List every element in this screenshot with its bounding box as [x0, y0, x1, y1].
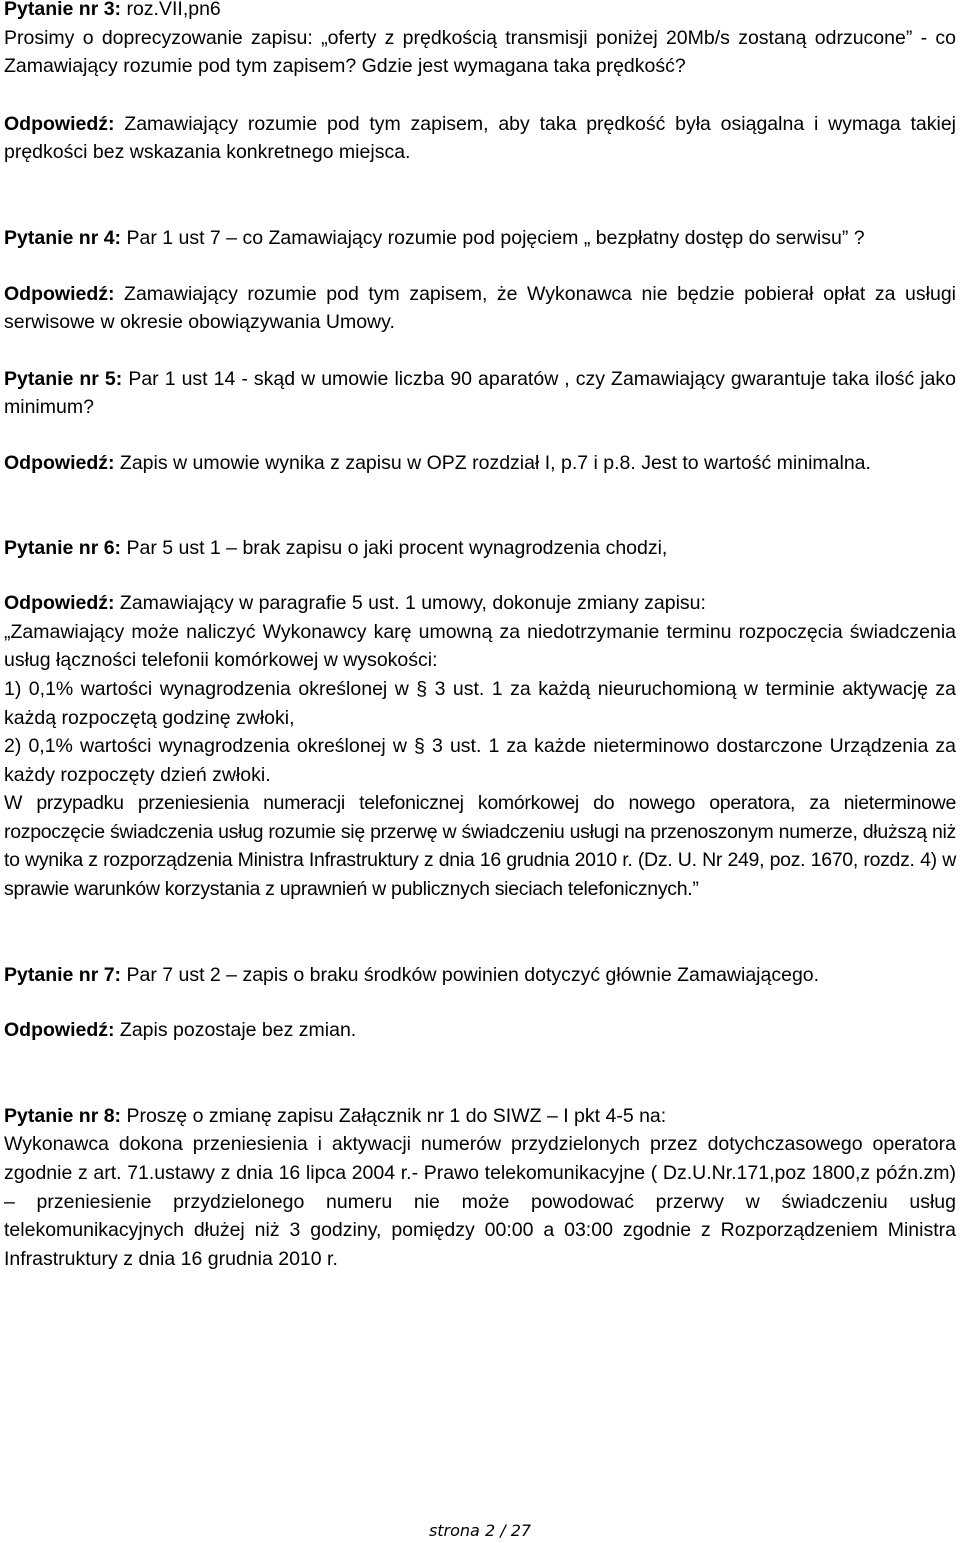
q4-answer-text: Zamawiający rozumie pod tym zapisem, że Wykonawca nie będzie pobierał opłat za usługi serwisowe w okresie obowiązywania Umowy.	[4, 282, 956, 334]
q3-answer-label: Odpowiedź:	[4, 112, 115, 135]
q5-answer-text: Zapis w umowie wynika z zapisu w OPZ rozdział I, p.7 i p.8. Jest to wartość minimalna.	[114, 451, 871, 474]
document-page	[4, 0, 956, 1273]
q8-question	[4, 1102, 956, 1131]
q4-answer	[4, 280, 956, 337]
q7-answer	[4, 1016, 956, 1045]
q4-text: Par 1 ust 7 – co Zamawiający rozumie pod pojęciem „ bezpłatny dostęp do serwisu” ?	[121, 226, 865, 249]
q6-item1: 1) 0,1% wartości wynagrodzenia określonej w § 3 ust. 1 za każdą nieuruchomioną w terminie aktywację za każdą rozpoczętą godzinę zwłoki,	[4, 677, 956, 729]
q8-text: Proszę o zmianę zapisu Załącznik nr 1 do SIWZ – I pkt 4-5 na:	[121, 1104, 667, 1127]
q5-text: Par 1 ust 14 - skąd w umowie liczba 90 aparatów , czy Zamawiający gwarantuje taka ilość jako minimum?	[4, 367, 956, 419]
q8-body: Wykonawca dokona przeniesienia i aktywacji numerów przydzielonych przez dotychczasowego operatora zgodnie z art. 71.ustawy z dnia 16 lipca 2004 r.- Prawo telekomunikacyjne ( Dz.U.Nr.171,poz 1800,z późn.zm) – przeniesienie przydzielonego numeru nie może powodować przerwy w świadczeniu usług telekomunikacyjnych dłużej niż 3 godziny, pomiędzy 00:00 a 03:00 zgodnie z Rozporządzeniem Ministra Infrastruktury z dnia 16 grudnia 2010 r.	[4, 1133, 956, 1270]
q3-label: Pytanie nr 3:	[4, 0, 122, 20]
q5-label: Pytanie nr 5:	[4, 367, 123, 390]
q6-question	[4, 534, 956, 563]
q5-answer	[4, 449, 956, 478]
q6-label: Pytanie nr 6:	[4, 536, 122, 559]
q7-answer-text: Zapis pozostaje bez zmian.	[114, 1019, 357, 1042]
q4-label: Pytanie nr 4:	[4, 226, 122, 249]
q3-title	[4, 0, 956, 24]
q6-item2: 2) 0,1% wartości wynagrodzenia określonej w § 3 ust. 1 za każde nieterminowo dostarczone Urządzenia za każdy rozpoczęty dzień zwłoki.	[4, 735, 956, 786]
q3-ref: roz.VII,pn6	[121, 0, 221, 20]
q7-answer-label: Odpowiedź:	[4, 1019, 115, 1042]
q5-answer-label: Odpowiedź:	[4, 451, 115, 474]
q6-answer	[4, 589, 956, 618]
q4-answer-label: Odpowiedź:	[4, 282, 115, 305]
q3-question: Prosimy o doprecyzowanie zapisu: „oferty z prędkością transmisji poniżej 20Mb/s zostaną odrzucone” - co Zamawiający rozumie pod tym zapisem? Gdzie jest wymagana taka prędkość?	[4, 26, 956, 78]
q6-body2: W przypadku przeniesienia numeracji telefonicznej komórkowej do nowego operatora, za nieterminowe rozpoczęcie świadczenia usług rozumie się przerwę w świadczeniu usługi na przenoszonym numerze, dłuższą niż to wynika z rozporządzenia Ministra Infrastruktury z dnia 16 grudnia 2010 r. (Dz. U. Nr 249, poz. 1670, rozdz. 4) w sprawie warunków korzystania z uprawnień w publicznych sieciach telefonicznych.”	[4, 792, 956, 901]
q4-question	[4, 224, 956, 253]
q8-label: Pytanie nr 8:	[4, 1104, 122, 1127]
q7-label: Pytanie nr 7:	[4, 963, 122, 986]
q6-answer-text: Zamawiający w paragrafie 5 ust. 1 umowy, dokonuje zmiany zapisu:	[114, 592, 706, 615]
q6-body1: „Zamawiający może naliczyć Wykonawcy karę umowną za niedotrzymanie terminu rozpoczęcia świadczenia usług łączności telefonii komórkowej w wysokości:	[4, 620, 956, 672]
q6-answer-label: Odpowiedź:	[4, 592, 115, 615]
page-number: strona 2 / 27	[428, 1521, 532, 1540]
q7-text: Par 7 ust 2 – zapis o braku środków powinien dotyczyć głównie Zamawiającego.	[121, 963, 820, 986]
q7-question	[4, 961, 956, 990]
q5-question	[4, 365, 956, 422]
q3-answer-text: Zamawiający rozumie pod tym zapisem, aby taka prędkość była osiągalna i wymaga takiej prędkości bez wskazania konkretnego miejsca.	[4, 112, 956, 164]
q3-answer	[4, 110, 956, 167]
q6-text: Par 5 ust 1 – brak zapisu o jaki procent wynagrodzenia chodzi,	[121, 536, 668, 559]
